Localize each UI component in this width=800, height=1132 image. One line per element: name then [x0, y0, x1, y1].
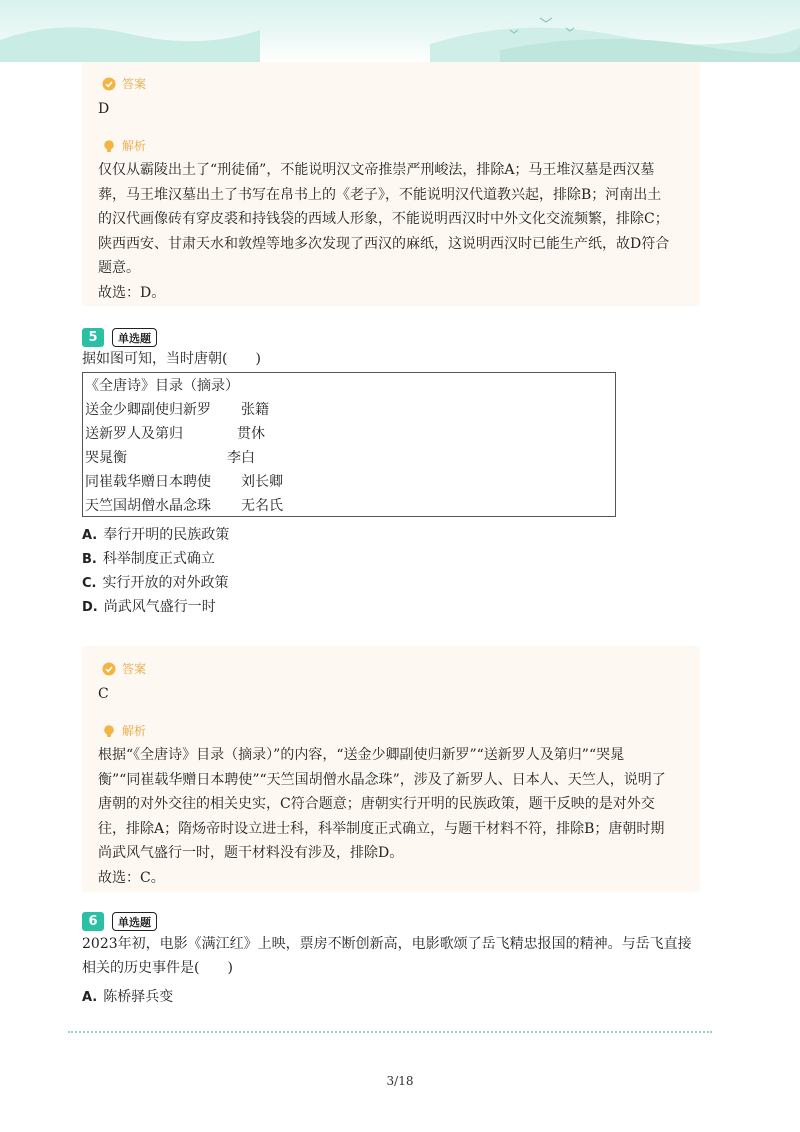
analysis-line: 仅仅从霸陵出土了“刑徒俑”，不能说明汉文帝推崇严刑峻法，排除A；马王堆汉墓是西汉墓 [98, 162, 655, 178]
option-text: 实行开放的对外政策 [102, 575, 229, 591]
check-badge-icon [102, 662, 116, 676]
table-row-author: 李白 [227, 450, 255, 466]
q5-header [82, 328, 157, 347]
q5-stem: 据如图可知，当时唐朝( ) [82, 351, 261, 367]
table-row-poem: 送新罗人及第归 [85, 426, 183, 442]
option-letter: D. [82, 600, 98, 615]
option-d[interactable] [82, 596, 216, 616]
table-row-author: 张籍 [241, 402, 269, 418]
answer-label [102, 75, 146, 92]
stem-line: 相关的历史事件是( ) [82, 960, 233, 976]
table-row-poem: 同崔载华赠日本聘使 [85, 474, 211, 490]
analysis-label [102, 137, 146, 154]
option-text: 尚武风气盛行一时 [103, 599, 216, 615]
q5-answer-value: C [98, 686, 109, 702]
option-letter: B. [82, 552, 97, 567]
option-letter: A. [82, 528, 98, 543]
header-banner [0, 0, 800, 62]
question-number-badge: 6 [82, 912, 104, 931]
analysis-conclusion: 故选：D。 [98, 284, 166, 301]
option-letter: C. [82, 576, 97, 591]
table-row-poem: 哭晁衡 [85, 450, 127, 466]
analysis-line: 陕西西安、甘肃天水和敦煌等地多次发现了西汉的麻纸，这说明西汉时已能生产纸，故D符合 [98, 235, 670, 252]
table-title: 《全唐诗》目录（摘录） [85, 378, 239, 394]
analysis-line: 根据“《全唐诗》目录（摘录）”的内容，“送金少卿副使归新罗”“送新罗人及第归”“哭晁 [98, 747, 625, 763]
q4-answer-value: D [98, 101, 110, 117]
option-letter: A. [82, 990, 98, 1005]
option-text: 科举制度正式确立 [102, 551, 215, 567]
stem-line: 2023年初，电影《满江红》上映，票房不断创新高，电影歌颂了岳飞精忠报国的精神。与岳飞直接 [82, 936, 692, 952]
q4-analysis [98, 158, 690, 305]
q6-stem [82, 932, 692, 980]
question-type-tag: 单选题 [112, 328, 157, 347]
q6-header [82, 912, 157, 931]
lightbulb-icon [102, 724, 116, 738]
option-text: 奉行开明的民族政策 [103, 527, 230, 543]
option-a[interactable] [82, 524, 229, 544]
page-number: 3/18 [386, 1074, 414, 1088]
answer-label-text: 答案 [122, 662, 147, 676]
analysis-line: 往，排除A；隋炀帝时设立进士科，科举制度正式确立，与题干材料不符，排除B；唐朝时期 [98, 820, 665, 837]
table-row-poem: 送金少卿副使归新罗 [85, 402, 211, 418]
option-b[interactable] [82, 548, 215, 568]
answer-label [102, 660, 146, 677]
option-a[interactable] [82, 986, 173, 1006]
question-type-tag: 单选题 [112, 912, 157, 931]
analysis-line: 尚武风气盛行一时，题干材料没有涉及，排除D。 [98, 845, 404, 861]
dotted-divider [68, 1031, 712, 1033]
analysis-label-text: 解析 [122, 724, 147, 738]
option-c[interactable] [82, 572, 228, 592]
source-table [82, 372, 616, 517]
landscape-decoration [0, 0, 800, 62]
table-row-author: 无名氏 [241, 498, 283, 514]
q5-analysis [98, 743, 690, 890]
table-row-poem: 天竺国胡僧水晶念珠 [85, 498, 211, 514]
analysis-line: 的汉代画像砖有穿皮裘和持钱袋的西域人形象，不能说明西汉时中外文化交流频繁，排除C； [98, 211, 669, 227]
question-number-badge: 5 [82, 328, 104, 347]
q4-answer-box [82, 62, 700, 306]
analysis-label [102, 722, 146, 739]
analysis-line: 葬，马王堆汉墓出土了书写在帛书上的《老子》，不能说明汉代道教兴起，排除B；河南出土 [98, 186, 662, 203]
analysis-conclusion: 故选：C。 [98, 869, 165, 886]
lightbulb-icon [102, 139, 116, 153]
table-row-author: 刘长卿 [241, 474, 283, 490]
analysis-line: 唐朝的对外交往的相关史实，C符合题意；唐朝实行开明的民族政策，题干反映的是对外交 [98, 796, 655, 812]
option-text: 陈桥驿兵变 [103, 989, 174, 1005]
check-badge-icon [102, 77, 116, 91]
q5-answer-box [82, 646, 700, 892]
analysis-label-text: 解析 [122, 139, 147, 153]
table-row-author: 贯休 [237, 426, 265, 442]
analysis-line: 题意。 [98, 260, 140, 276]
answer-label-text: 答案 [122, 77, 147, 91]
analysis-line: 衡”“同崔载华赠日本聘使”“天竺国胡僧水晶念珠”，涉及了新罗人、日本人、天竺人，说明了 [98, 771, 666, 788]
